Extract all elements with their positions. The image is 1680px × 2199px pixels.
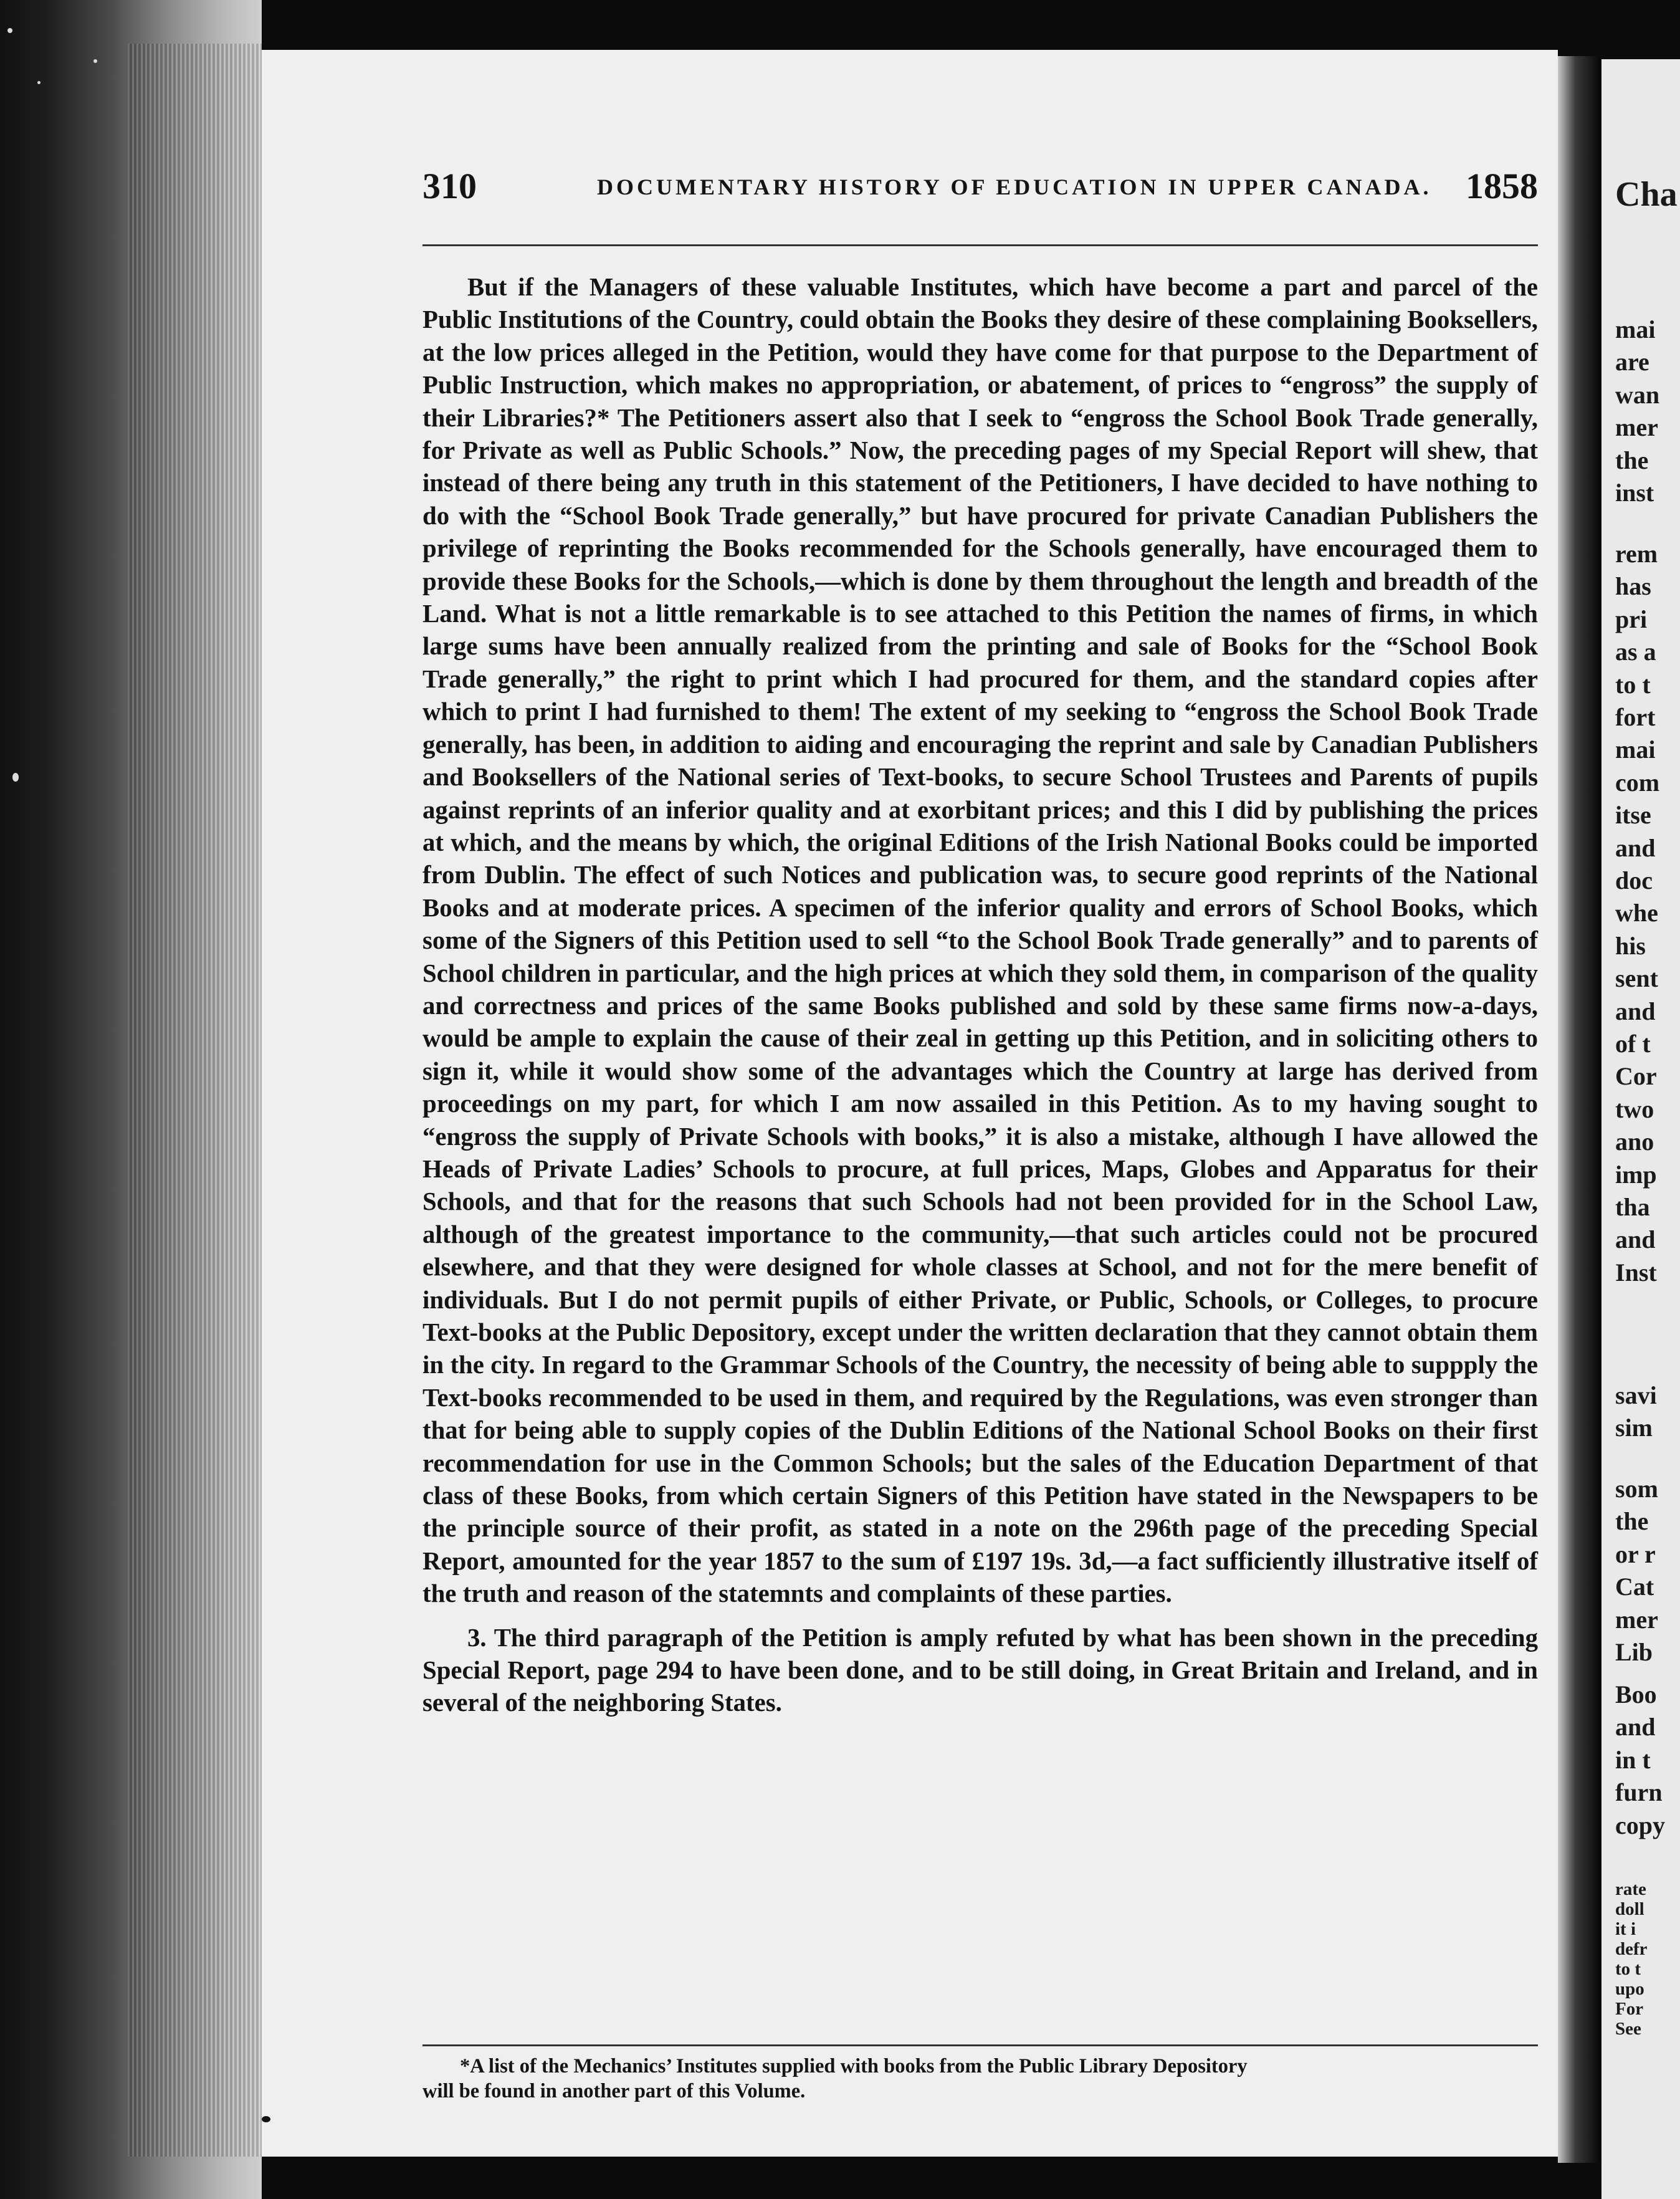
adjacent-text-fragment: furn [1615,1778,1663,1807]
adjacent-text-fragment: as a [1615,638,1656,666]
document-page [262,50,1558,2157]
dust-speck [93,59,97,63]
footnote-line: *A list of the Mechanics’ Institutes supplied with books from the Public Library Depository [460,2055,1248,2077]
adjacent-page-edge [1601,59,1680,2199]
adjacent-text-fragment: som [1615,1475,1658,1503]
adjacent-text-fragment: ano [1615,1128,1654,1156]
adjacent-text-fragment: in t [1615,1745,1651,1774]
adjacent-text-fragment: sent [1615,964,1658,993]
adjacent-text-fragment: mai [1615,315,1656,343]
adjacent-text-fragment: mer [1615,413,1658,442]
page-edges [128,44,262,2157]
adjacent-note-fragment: it i [1615,1919,1636,1939]
adjacent-text-fragment: wan [1615,380,1660,409]
adjacent-text-fragment: or r [1615,1540,1656,1568]
header-year: 1858 [1466,166,1538,206]
adjacent-text-fragment: two [1615,1095,1654,1123]
adjacent-note-fragment: doll [1615,1899,1644,1919]
adjacent-note-fragment: For [1615,1999,1644,2019]
adjacent-text-fragment: Cat [1615,1573,1654,1601]
running-title: DOCUMENTARY HISTORY OF EDUCATION IN UPPER CANADA. [597,175,1432,199]
adjacent-text-fragment: savi [1615,1381,1657,1409]
dust-speck [7,28,12,33]
paragraph: But if the Managers of these valuable Institutes, which have become a part and parcel of the Public Institutions of the Country, could obtain the Books they desire of these complaining Booksellers, at the low prices alleged in the Petition, would they have come for that purpose to the Department of Public Instruction, which makes no appropriation, or abatement, of prices to “engross” the supply of their Libraries?* The Petitioners assert also that I seek to “engross the School Book Trade generally, for Private as well as Public Schools.” Now, the preceding pages of my Special Report will shew, that instead of there being any truth in this statement of the Petitioners, I have decided to have nothing to do with the “School Book Trade generally,” but have procured for private Canadian Publishers the privilege of reprinting the Books recommended for the Schools generally, have encouraged them to provide these Books for the Schools,—which is done by them throughout the length and breadth of the Land. What is not a little remarkable is to see attached to this Petition the names of firms, in which large sums have been annually realized from the printing and sale of Books for the “School Book Trade generally,” the right to print which I had procured for them, and the standard copies after which to print I had furnished to them! The extent of my seeking to “engross the School Book Trade generally, has been, in addition to aiding and encouraging the reprint and sale by Canadian Publishers and Booksellers of the National series of Text-books, to secure School Trustees and Parents of pupils against reprints of an inferior quality and at exorbitant prices; and this I did by publishing the prices at which, and the means by which, the original Editions of the Irish National Books could be imported from Dublin. The effect of such Notices and publication was, to secure good reprints of the National Books and at moderate prices. A specimen of the inferior quality and errors of School Books, which some of the Signers of this Petition used to sell “to the School Book Trade generally” and to parents of School children in particular, and the high prices at which they sold them, in comparison of the quality and correctness and prices of the same Books published and sold by these same firms now-a-days, would be ample to explain the cause of their zeal in getting up this Petition, and in soliciting others to sign it, while it would show some of the advantages which the Country at large has derived from proceedings on my part, for which I am now assailed in this Petition. As to my having sought to “engross the supply of Private Schools with books,” it is also a mistake, although I have allowed the Heads of Private Ladies’ Schools to procure, at full prices, Maps, Globes and Apparatus for their Schools, and that for the reasons that such Schools had not been provided for in the School Law, although of the greatest importance to the community,—that such articles could not be procured elsewhere, and that they were designed for whole classes at School, and not for the mere benefit of individuals. But I do not permit pupils of either Private, or Public, Schools, or Colleges, to procure Text-books at the Public Depository, except under the written declaration that they cannot obtain them in the city. In regard to the Grammar Schools of the Country, the necessity of being able to suppply the Text-books recommended to be used in them, and required by the Regulations, was even stronger than that for being able to supply copies of the Dublin Editions of the National School Books on their first recommendation for use in the Common Schools; but the sales of the Education Department of that class of these Books, from which certain Signers of this Petition have stated in the Newspapers to be the principle source of their profit, as stated in a note on the 296th page of the preceding Special Report, amounted for the year 1857 to the sum of £197 19s. 3d,—a fact sufficiently illustrative itself of the truth and reason of the statemnts and complaints of these parties. [422,273,1538,1608]
adjacent-text-fragment: Inst [1615,1258,1657,1286]
adjacent-text-fragment: whe [1615,899,1658,927]
adjacent-note-fragment: rate [1615,1879,1646,1899]
adjacent-text-fragment: mai [1615,735,1656,764]
dust-speck [37,81,41,84]
adjacent-text-fragment: rem [1615,540,1658,568]
adjacent-note-fragment: defr [1615,1939,1648,1959]
footnote [422,2054,1538,2104]
adjacent-text-fragment: com [1615,768,1660,797]
page-number: 310 [422,166,477,206]
adjacent-note-fragment: upo [1615,1979,1644,1999]
adjacent-text-fragment: and [1615,997,1656,1025]
adjacent-note-fragment: See [1615,2019,1641,2039]
adjacent-text-fragment: pri [1615,605,1648,633]
adjacent-text-fragment: mer [1615,1605,1658,1634]
adjacent-text-fragment: and [1615,1713,1656,1741]
adjacent-text-fragment: are [1615,348,1649,376]
adjacent-text-fragment: and [1615,833,1656,862]
adjacent-text-fragment: itse [1615,801,1651,830]
body-text [422,271,1538,1720]
paragraph: 3. The third paragraph of the Petition is amply refuted by what has been shown in the preceding Special Report, page 294 to have been done, and to be still doing, in Great Britain and Ireland, and in several of the neighboring States. [422,1623,1538,1717]
adjacent-text-fragment: and [1615,1225,1656,1254]
adjacent-text-fragment: Lib [1615,1638,1653,1666]
adjacent-heading-fragment: Cha [1615,175,1678,214]
adjacent-text-fragment: fort [1615,703,1656,731]
adjacent-text-fragment: of t [1615,1030,1651,1058]
footnote-line: will be found in another part of this Volume. [422,2080,806,2102]
adjacent-text-fragment: doc [1615,866,1653,894]
dust-speck [262,2116,270,2122]
adjacent-text-fragment: tha [1615,1193,1650,1221]
running-head [422,165,1538,221]
adjacent-text-fragment: the [1615,1507,1649,1536]
adjacent-text-fragment: his [1615,931,1646,960]
adjacent-text-fragment: inst [1615,479,1654,507]
adjacent-text-fragment: to t [1615,670,1651,699]
header-rule [422,244,1538,246]
adjacent-text-fragment: sim [1615,1414,1653,1442]
adjacent-text-fragment: the [1615,446,1649,474]
adjacent-text-fragment: has [1615,572,1651,601]
adjacent-note-fragment: to t [1615,1959,1641,1979]
book-spine [1558,56,1601,2163]
adjacent-text-fragment: copy [1615,1811,1665,1839]
adjacent-text-fragment: Boo [1615,1680,1657,1708]
footnote-rule [422,2044,1538,2046]
adjacent-text-fragment: Cor [1615,1062,1657,1091]
dust-speck [12,773,19,782]
adjacent-text-fragment: imp [1615,1160,1657,1189]
